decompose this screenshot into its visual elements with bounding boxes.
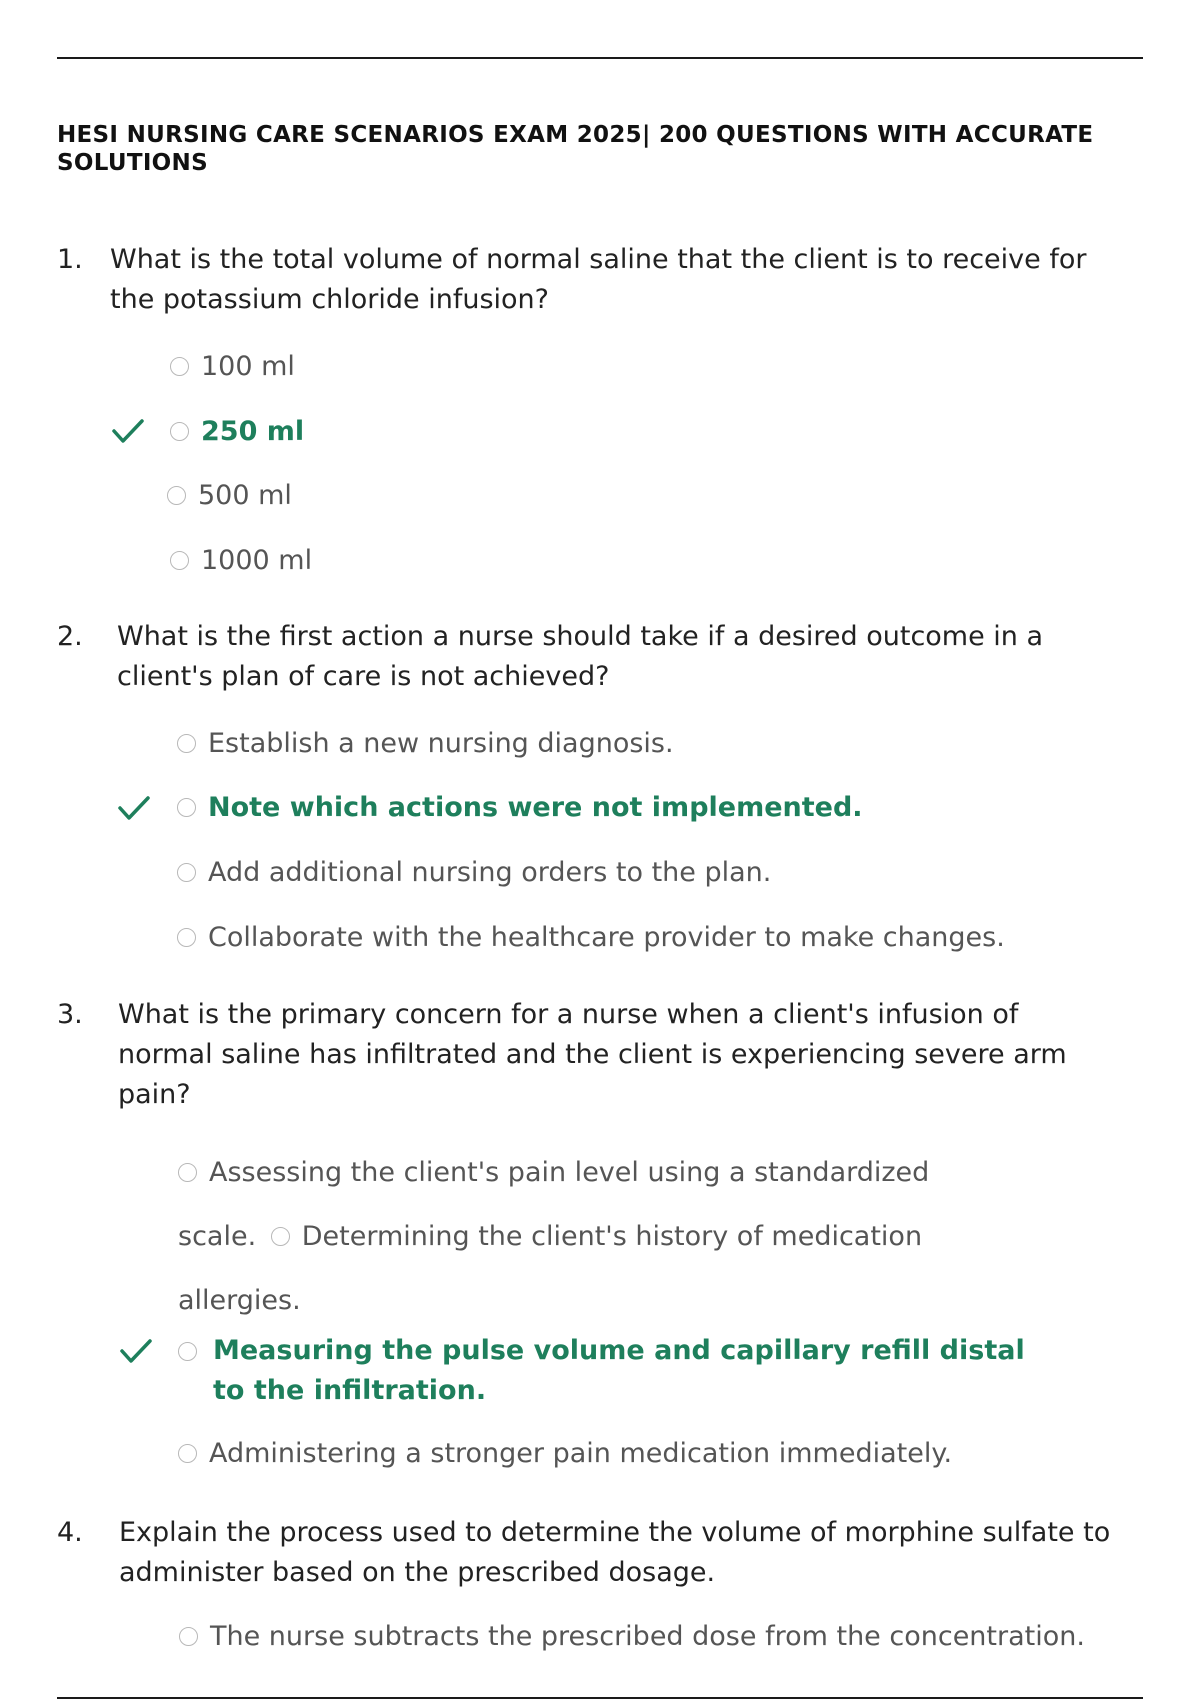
radio-icon[interactable] — [178, 1342, 197, 1361]
answer-option[interactable]: 100 ml — [170, 347, 295, 387]
question-number: 4. — [57, 1517, 83, 1548]
answer-option-correct[interactable]: Note which actions were not implemented. — [177, 788, 863, 828]
check-icon — [116, 790, 152, 826]
radio-icon[interactable] — [170, 357, 189, 376]
check-icon — [110, 413, 146, 449]
check-icon — [118, 1333, 154, 1369]
answer-option[interactable]: The nurse subtracts the prescribed dose from the concentration. — [179, 1617, 1085, 1657]
radio-icon[interactable] — [178, 1444, 197, 1463]
question-text: What is the total volume of normal saline that the client is to receive for the potassium chloride infusion? — [110, 244, 1087, 315]
radio-icon[interactable] — [271, 1227, 290, 1246]
answer-option[interactable]: 1000 ml — [170, 541, 312, 581]
answer-option[interactable]: Assessing the client's pain level using a standardized scale. Determining the client's history of medication allergies. — [178, 1157, 930, 1316]
answer-option[interactable]: Add additional nursing orders to the plan. — [177, 853, 771, 893]
question-number: 3. — [57, 999, 83, 1030]
radio-icon[interactable] — [167, 486, 186, 505]
top-divider — [57, 57, 1143, 59]
answer-option-text[interactable]: Determining the client's history of medication allergies. — [178, 1221, 923, 1316]
question-number: 1. — [57, 244, 83, 275]
radio-icon[interactable] — [177, 734, 196, 753]
document-title: HESI NURSING CARE SCENARIOS EXAM 2025| 200 QUESTIONS WITH ACCURATE SOLUTIONS — [57, 122, 1094, 176]
answer-option-correct[interactable]: 250 ml — [170, 412, 304, 452]
bottom-divider — [57, 1697, 1143, 1699]
question-text: Explain the process used to determine the volume of morphine sulfate to administer based on the prescribed dosage. — [119, 1517, 1111, 1588]
answer-option-correct[interactable]: Measuring the pulse volume and capillary refill distal to the infiltration. — [178, 1331, 1028, 1411]
radio-icon[interactable] — [170, 551, 189, 570]
answer-option[interactable]: Establish a new nursing diagnosis. — [177, 724, 674, 764]
radio-icon[interactable] — [178, 1163, 197, 1182]
question-text: What is the first action a nurse should take if a desired outcome in a client's plan of care is not achieved? — [117, 621, 1044, 692]
radio-icon[interactable] — [179, 1627, 198, 1646]
answer-option[interactable]: Administering a stronger pain medication immediately. — [178, 1434, 952, 1474]
radio-icon[interactable] — [177, 928, 196, 947]
radio-icon[interactable] — [177, 798, 196, 817]
answer-option[interactable]: Collaborate with the healthcare provider to make changes. — [177, 918, 1005, 958]
radio-icon[interactable] — [170, 422, 189, 441]
radio-icon[interactable] — [177, 863, 196, 882]
answer-option[interactable]: 500 ml — [167, 476, 292, 516]
question-number: 2. — [57, 621, 83, 652]
question-text: What is the primary concern for a nurse when a client's infusion of normal saline has infiltrated and the client is experiencing severe arm pain? — [118, 999, 1067, 1110]
